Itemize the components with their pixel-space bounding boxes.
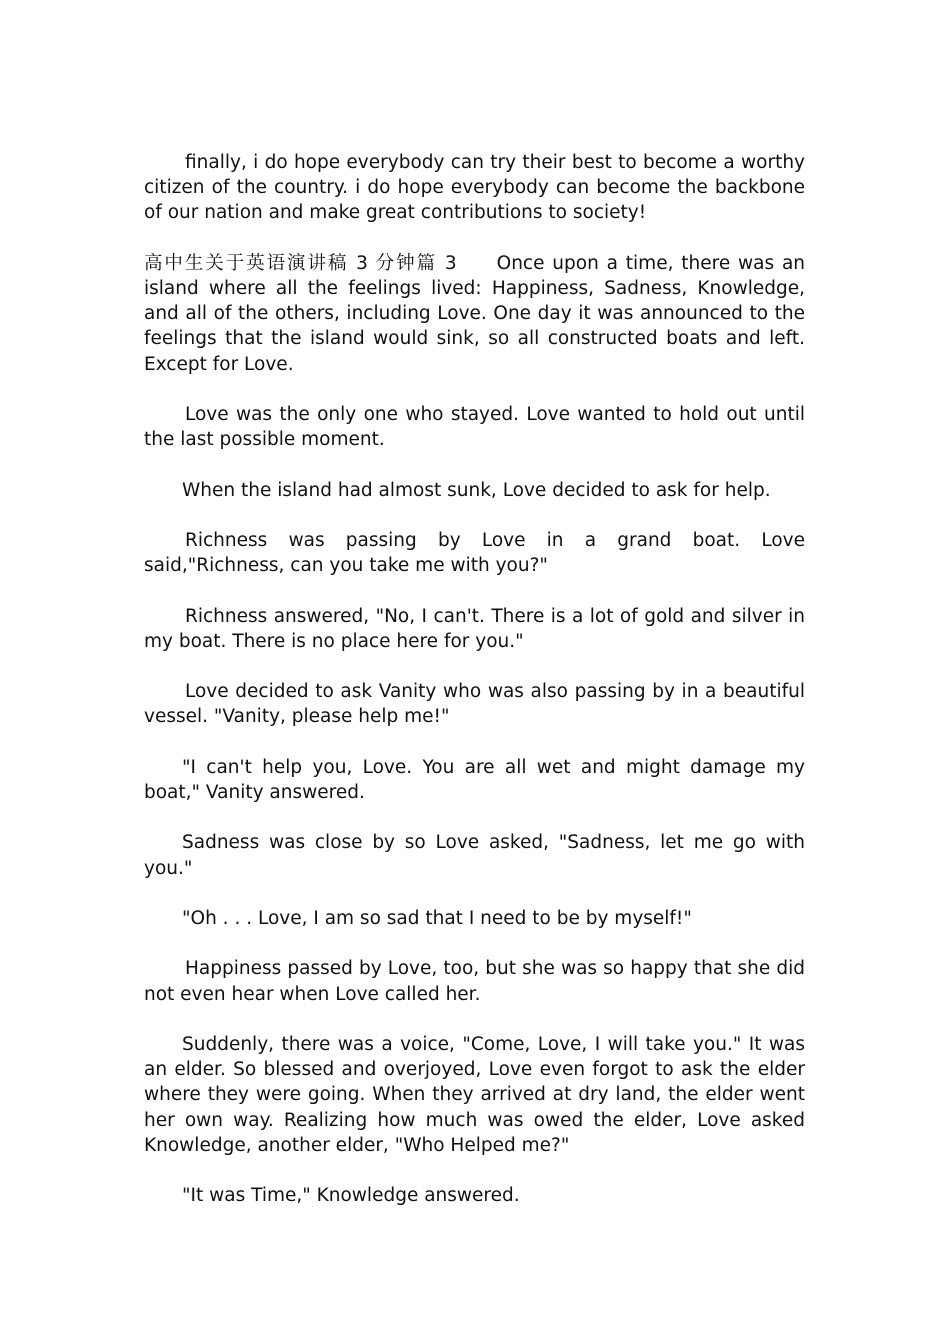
section-intro-paragraph [144, 251, 805, 377]
paragraph-vanity-ask: Love decided to ask Vanity who was also passing by in a beautiful vessel. "Vanity, please help me!" [144, 681, 805, 728]
paragraph-richness-answer: Richness answered, "No, I can't. There is a lot of gold and silver in my boat. There is no place here for you." [144, 605, 805, 652]
paragraph-conclusion: finally, i do hope everybody can try their best to become a worthy citizen of the country. i do hope everybody can become the backbone of our nation and make great contributions to society! [144, 152, 805, 224]
paragraph-time-answer: "It was Time," Knowledge answered. [182, 1185, 520, 1207]
document-body [144, 150, 805, 1234]
paragraph-vanity-answer: "I can't help you, Love. You are all wet and might damage my boat," Vanity answered. [144, 756, 805, 803]
paragraph-sadness-answer: "Oh . . . Love, I am so sad that I need to be by myself!" [182, 907, 692, 929]
paragraph-happiness: Happiness passed by Love, too, but she was so happy that she did not even hear when Love called her. [144, 958, 805, 1005]
paragraph-sadness-ask: Sadness was close by so Love asked, "Sadness, let me go with you." [144, 832, 805, 879]
paragraph-richness-passing: Richness was passing by Love in a grand boat. Love said,"Richness, can you take me with you?" [144, 529, 805, 577]
story-opening-text: Once upon a time, there was an island where all the feelings lived: Happiness, Sadness, Knowledge, and all of the others, including Love. One day it was announced to the feelings that the island would sink, so all constructed boats and left. Except for Love. [144, 252, 806, 375]
paragraph-love-stayed: Love was the only one who stayed. Love wanted to hold out until the last possible moment. [144, 404, 805, 451]
paragraph-elder-voice: Suddenly, there was a voice, "Come, Love, I will take you." It was an elder. So blessed and overjoyed, Love even forgot to ask the elder where they were going. When they arrived at dry land, the elder went her own way. Realizing how much was owed the elder, Love asked Knowledge, another elder, "Who Helped me?" [144, 1033, 805, 1156]
paragraph-island-sunk: When the island had almost sunk, Love decided to ask for help. [182, 479, 771, 501]
section-heading: 高中生关于英语演讲稿 3 分钟篇 3 [144, 252, 457, 274]
